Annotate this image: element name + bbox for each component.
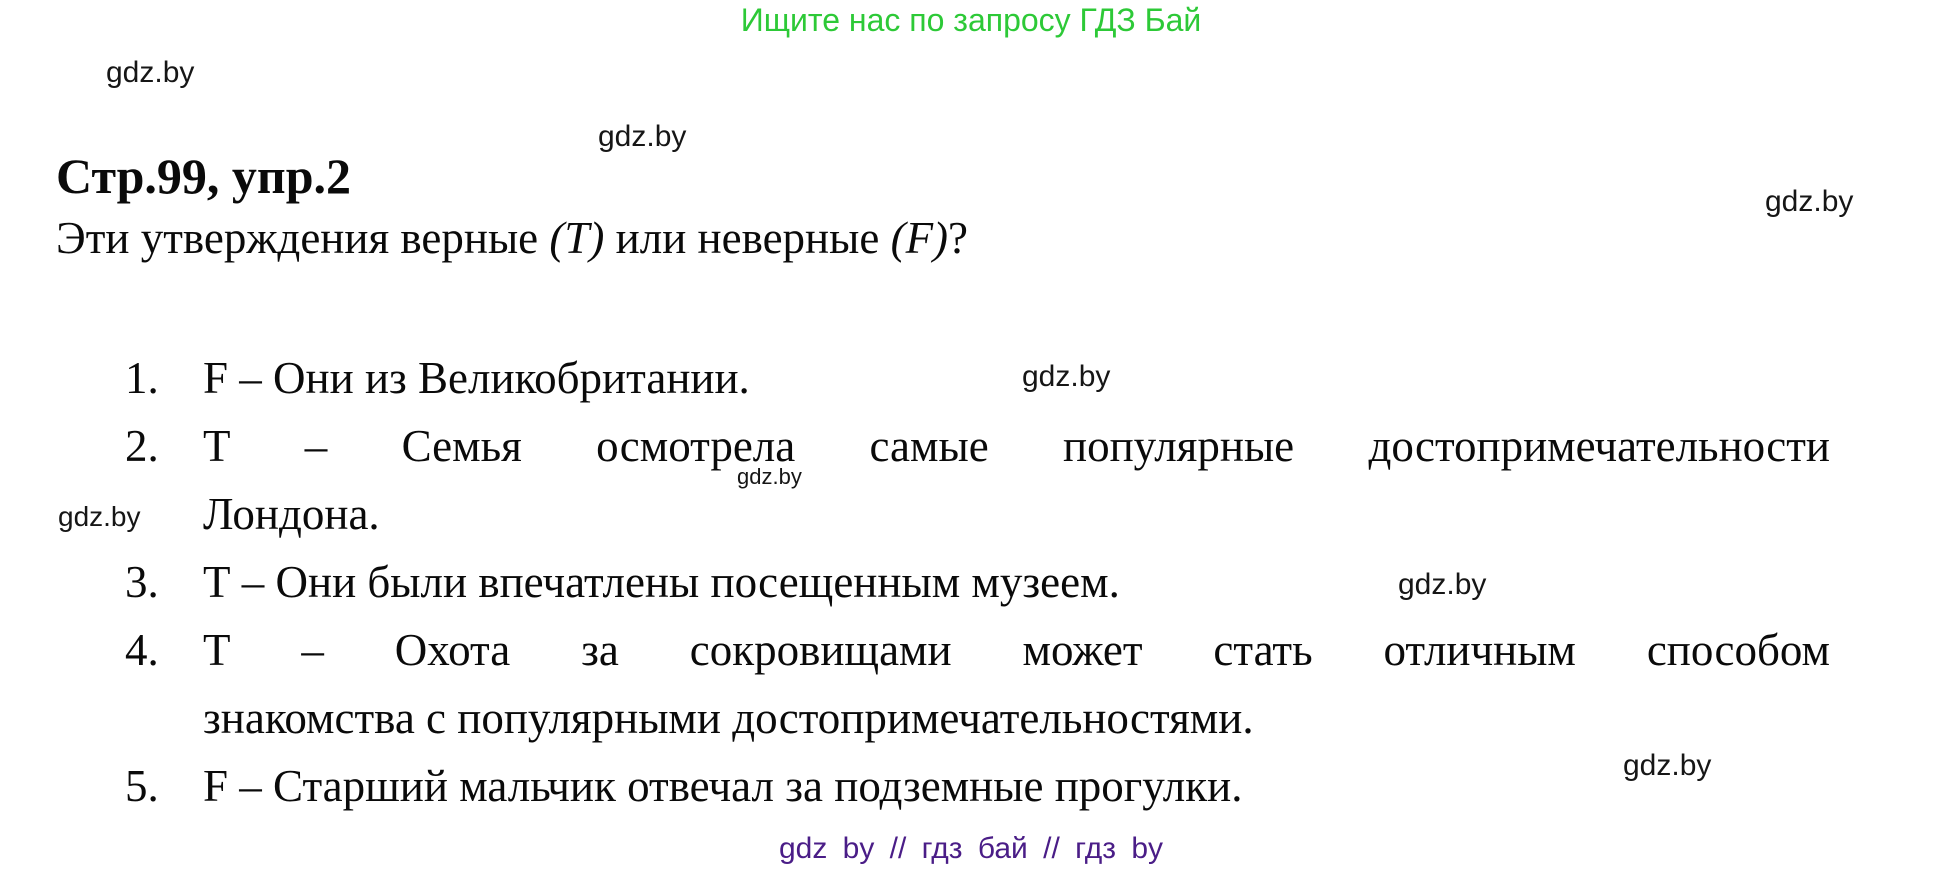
answer-line: Лондона.: [203, 489, 380, 539]
answer-line: Т – Семья осмотрела самые популярные достопримечательности: [203, 421, 1830, 471]
answer-item-5: [125, 749, 1830, 820]
exercise-content: [56, 148, 1830, 820]
promo-banner-text: Ищите нас по запросу ГДЗ Бай: [740, 2, 1202, 38]
answer-item-1: [125, 344, 1830, 412]
question-suffix: ?: [948, 213, 969, 263]
watermark-after-item-3: gdz.by: [1398, 568, 1487, 601]
watermark-after-item-5: gdz.by: [1623, 749, 1712, 782]
item-number: 3.: [125, 557, 159, 607]
watermark-top-left: gdz.by: [106, 56, 195, 89]
footer-brands: gdz by // гдз бай // гдз by: [778, 832, 1164, 865]
answer-item-3: [125, 548, 1830, 616]
item-number: 2.: [125, 421, 159, 471]
answer-line: знакомства с популярными достопримечательностями.: [203, 693, 1254, 743]
question-true-mark: (T): [549, 213, 605, 263]
watermark-under-item-2: gdz.by: [737, 464, 802, 489]
page-title: Стр.99, упр.2: [56, 148, 352, 204]
answer-line: F – Они из Великобритании.: [203, 353, 750, 403]
watermark-upper-right: gdz.by: [1765, 185, 1854, 218]
watermark-after-item-1: gdz.by: [1022, 360, 1111, 393]
question-middle: или неверные: [604, 213, 891, 263]
question-prefix: Эти утверждения верные: [56, 213, 550, 263]
answer-line: Т – Охота за сокровищами может стать отличным способом: [203, 625, 1830, 675]
answer-line: F – Старший мальчик отвечал за подземные прогулки.: [203, 761, 1243, 811]
item-number: 5.: [125, 761, 159, 811]
question-false-mark: (F): [890, 213, 949, 263]
answer-item-2: [125, 412, 1830, 548]
answer-item-4: [125, 616, 1830, 752]
watermark-mid-left: gdz.by: [58, 501, 141, 532]
item-number: 1.: [125, 353, 159, 403]
exercise-question: [56, 210, 1830, 266]
answers-list: [125, 344, 1830, 820]
watermark-upper-center: gdz.by: [598, 120, 687, 153]
answer-line: Т – Они были впечатлены посещенным музеем.: [203, 557, 1120, 607]
item-number: 4.: [125, 625, 159, 675]
